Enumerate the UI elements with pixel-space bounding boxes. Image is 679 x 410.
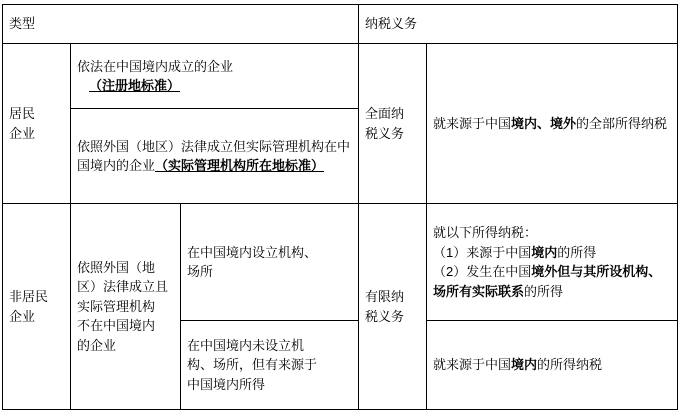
detail-no-est-post: 的所得纳税 <box>537 357 603 373</box>
non-resident-desc <box>71 204 181 410</box>
detail-intro: 就以下所得纳税： <box>433 225 538 240</box>
detail-no-est-pre: 就来源于中国 <box>433 357 512 373</box>
table-row-nonresident-1 <box>3 204 678 321</box>
non-resident-sub1-l2: 场所 <box>187 264 214 279</box>
table-row-resident-1 <box>3 44 678 109</box>
non-resident-sub1-l1: 在中国境内设立机构、 <box>187 244 318 260</box>
non-resident-sub2-l2: 构、场所，但有来源于 <box>187 357 318 373</box>
detail-resident-pre: 就来源于中国 <box>433 115 512 131</box>
non-resident-sub2-l1: 在中国境内未设立机 <box>187 337 305 353</box>
resident-desc-management-text: 依照外国（地区）法律成立但实际管理机构在中国境内的企业 <box>77 138 351 173</box>
detail-resident-post: 的全部所得纳税 <box>576 115 668 131</box>
category-non-resident <box>3 204 71 410</box>
table-header-row <box>3 5 678 44</box>
obligation-resident-line1: 全面纳 <box>365 106 405 121</box>
obligation-non-resident-line1: 有限纳 <box>365 289 405 304</box>
resident-desc-registration-criterion: （注册地标准） <box>89 78 181 93</box>
non-resident-desc-l4: 不在中国境内 <box>77 318 156 334</box>
detail-item-1 <box>433 243 671 263</box>
obligation-resident-line2: 税义务 <box>365 125 405 141</box>
detail-item-2-bold: 境外但与其所设机构、场所有实际联系 <box>433 264 662 299</box>
tax-obligation-table <box>2 4 678 410</box>
resident-desc-registration <box>71 44 359 109</box>
non-resident-sub-no-establishment <box>181 321 359 410</box>
detail-item-2-post: 的所得 <box>524 283 564 299</box>
non-resident-sub2-l3: 中国境内所得 <box>187 376 266 392</box>
detail-non-resident-establishment <box>427 204 678 321</box>
detail-resident <box>427 44 678 204</box>
header-type: 类型 <box>3 5 359 44</box>
obligation-non-resident <box>359 204 427 410</box>
detail-item-1-bold: 境内 <box>531 244 558 260</box>
category-resident <box>3 44 71 204</box>
detail-resident-bold: 境内、境外 <box>511 115 577 131</box>
resident-desc-management-criterion: （实际管理机构所在地标准） <box>155 158 325 173</box>
obligation-non-resident-line2: 税义务 <box>365 308 405 324</box>
detail-non-resident-no-establishment <box>427 321 678 410</box>
category-resident-line1: 居民 <box>9 106 36 121</box>
detail-item-1-post: 的所得 <box>557 244 597 260</box>
detail-no-est-bold: 境内 <box>511 357 538 373</box>
obligation-resident <box>359 44 427 204</box>
resident-desc-registration-text: 依法在中国境内成立的企业 <box>77 58 234 74</box>
detail-item-1-pre: （1）来源于中国 <box>433 244 532 260</box>
category-non-resident-line1: 非居民 <box>9 289 49 304</box>
resident-desc-management <box>71 109 359 204</box>
detail-item-2 <box>433 262 671 301</box>
category-non-resident-line2: 企业 <box>9 308 36 324</box>
non-resident-desc-l3: 实际管理机构 <box>77 298 156 314</box>
header-obligation: 纳税义务 <box>359 5 678 44</box>
detail-item-2-pre: （2）发生在中国 <box>433 264 532 279</box>
non-resident-desc-l1: 依照外国（地 <box>77 259 156 275</box>
non-resident-desc-l2: 区）法律成立且 <box>77 279 169 295</box>
non-resident-desc-l5: 的企业 <box>77 337 117 353</box>
non-resident-sub-establishment <box>181 204 359 321</box>
category-resident-line2: 企业 <box>9 125 36 141</box>
